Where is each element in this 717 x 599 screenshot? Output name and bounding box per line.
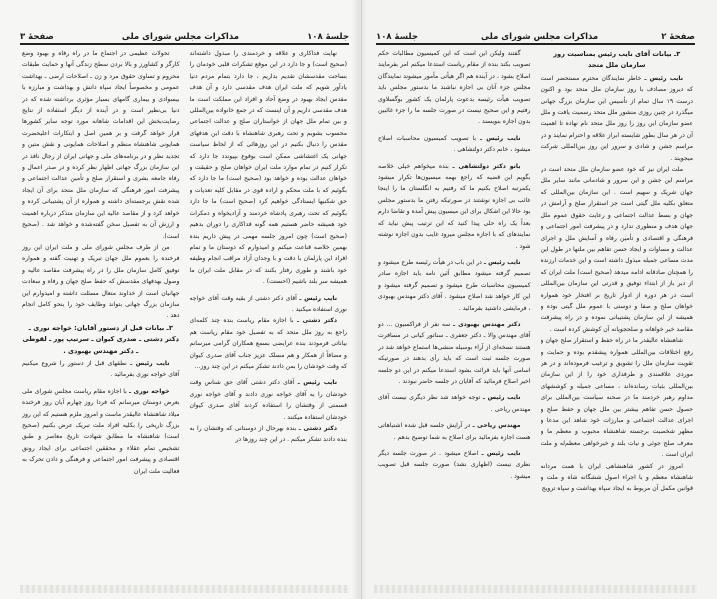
speaker-name: نایب رئیس ـ [481, 450, 521, 457]
text-columns [378, 48, 693, 569]
speaker-paragraph: نایب رئیس ـ توجه خواهد شد نظر دیگری نیست آقای مهندس ریاحی . [378, 394, 531, 413]
column-left [190, 48, 348, 569]
page-header [20, 28, 349, 42]
speaker-paragraph: نایب رئیس ـ آقای دکتر دشتی از بقیه وقت آقای خواجه نوری استفاده میکنید . [189, 294, 347, 313]
speaker-name: نایب رئیس ـ [644, 74, 684, 82]
paragraph: ملت ایران نیز که خود عضو سازمان ملل متحد است در مراسم این جشن و این سرور و شادمانی مانند سایر ملل جهان شریک و سهیم است . این سازمان بین‌المللی که متعلق بکلیه ملل گیتی است جز استقرار صلح و آرامش در جهان و بسط عدالت اجتماعی و رعایت حقوق عموم ملل جهان هدف و منظوری ندارد و در پیشرفت امور اجتماعی و فرهنگی و اقتصادی و تأمین رفاه و آسایش ملل و اجرای عدالت و مساوات و ایجاد حسن تفاهم بین ملتها در طول این مدت مساعی جمیله مبذول داشته است و این خدمات ارزنده را همچنان صادقانه ادامه میدهد (صحیح است) ملت ایران که از دیر باز از ابتداء توفیق و قدرتی این سازمان بین‌المللی است در هر دوره از ادوار تاریخ بر افتخار خود همواره خواهان صلح و صفا و دوستی با عموم ملل گیتی بوده و همیشه از این سازمان پشتیبانی نموده و در راه پیشرفت مقاصد خیر خواهانه و صلحجویانه آن کوشش کرده است . [540, 166, 693, 333]
speaker-paragraph: نایب رئیس ـ در این باب در هیأت رئیسه طرح میشود و تصمیم گرفته میشود مطابق آئین نامه باید اجازه صادر کمیسیون محاسبات طرح میشود و تصمیم گرفته میشود و این کار خواهد شد اصلاح میشود . آقای دکتر مهندس بهبودی ، فرمایشی داشتید بفرمائید . [378, 258, 531, 312]
speaker-name: نایب رئیس ـ [297, 379, 338, 387]
paragraph: گفتند ولیکن این است که این کمیسیون مطالبات حکم تصویب بکند بنده از مقام ریاست استدعا میکنم امر بفرمایند اصلاح بشود ، در آینده هم اگر هیأتی مأمور میشوند نمایندگان مجلس جزء آنان بی اجازه نباشند ما بدستور مجلس باید تصویب هیأت رئیسه بدعوت پارلمان یک کشور بوگسلاوی رفتیم و این صحیح نیست در صورت جلسه ما را جزء غائبین بدون اجازه بنویسند . [378, 50, 531, 126]
header-rule [20, 43, 349, 45]
session-number: جلسهٔ ۱۰۸ [376, 32, 418, 42]
speaker-paragraph: نایب رئیس ـ آقای دکتر دشتی آقای حق شناس وقت خودشان را به آقای خواجه نوری دادند و آقای خواجه نوری قسمتی از وقتشان را استفاده کردند آقای صدری کیوان خودشان استفاده میکنند . [189, 379, 347, 421]
scan-bleed [20, 585, 349, 593]
speaker-name: نایب رئیس ـ [482, 394, 521, 402]
text-columns [22, 48, 347, 569]
speaker-name: خواجه نوری ـ [129, 387, 170, 395]
speaker-name: دکتر دشتی ـ [298, 425, 337, 432]
publication-title: مذاکرات مجلس شورای ملی [121, 32, 239, 42]
column-right [22, 48, 180, 569]
publication-title: مذاکرات مجلس شورای ملی [481, 32, 599, 42]
speaker-name: نایب رئیس ـ [480, 134, 521, 142]
speaker-paragraph: بانو دکتر دولتشاهی ـ بنده میخواهم خیلی خلاصه بگویم این قضیه که راجع بهمه میسیون‌ها تکرار میشود یکمرتبه اصلاح بکنیم ما که رفتیم به انگلستان ما را اینجا غائب بی اجازه نوشتند در صورتیکه رفتن ما بدستور مجلس بود حالا این اشکال برای این میسیون پیش آمده و تقاضا دارم بعداً یک راه حلی پیدا کنید که این ترتیب پیش نیاید که نمایندهای که با اجازه مجلس میرود غایب بدون اجازه نوشته شود . [378, 162, 531, 250]
speaker-paragraph: نایب رئیس ـ اصلاح میشود . در صورت جلسه دیگر نظری نیست (اظهاری نشد) صورت جلسه قبل تصویب میشود . [378, 450, 531, 480]
speaker-name: دکتر مهندس بهبودی ـ [453, 320, 521, 328]
section-heading: ۳ـ بیانات آقای نایب رئیس بمناسبت روز سازمان ملل متحد [553, 50, 681, 70]
speaker-paragraph: نایب رئیس ـ با تصویب کمیسیون محاسبات اصلاح میشود ، خانم دکتر دولتشاهی . [378, 134, 531, 154]
header-rule [376, 43, 695, 45]
paragraph: نهایت فداکاری و علاقه و خردمندی را مبذول داشته‌اند (صحیح است) و جا دارد در این موقع تشکرات قلبی خودمان را بساحت مقدسشان تقدیم بداریم ، جا دارد بتمام مردم دنیا یادآور شویم که ملت ایران هدف مقدسی دارد و آن هدف مقدس ایجاد بهبود در وضع آحاد و افراد این مملکت است ما هدف مقدسی داریم و آن اینست که در جمع خانواده بین‌المللی و بین تمام ملل جهان از خواستاران صلح و عدالت اجتماعی محسوب بشویم و تحت رهبری شاهنشاه با دقت این هدفهای مقدس را دنبال بکنیم در این روزهائی که از لحاظ سیاست جهانی یک اغتشاشی ممکن است بوقوع بپیوندد جا دارد که تکرار کنیم در تمام موارد ملت ایران خواهان صلح و حقیقت و خواهان عدالت بوده و خواهد بود (صحیح است) ما جا دارد که بگوئیم که با ملت محکم و اراده قوی در مقابل کلیه تعدیات و حق شکنیها ایستادگی خواهیم کرد (صحیح است) ما جا دارد بگوئیم که تحت رهبری پادشاه خردمند و آزادیخواه و دمکرات خود همیشه حاضر هستیم همه گونه فداکاری را دوران بدهیم (صحیح است) چون امروز جلسه مهمی در پیش داریم بنده بهمین خلاصه قناعت میکنم و امیدوارم که دوستان ما و تمام افراد این پارلمان با دقت و با وجدان آزاد مراقب انجام وظیفه خود باشند و طوری رفتار بکنند که در مقابل ملت ایران ما همیشه سر بلند باشیم (احسنت) . [189, 50, 347, 286]
speaker-name: بانو دکتر دولتشاهی ـ [452, 162, 521, 170]
speaker-paragraph: دکتر دشتی ـ بنده بهرحال از دوستانی که وقتشان را به بنده دادند تشکر میکنم . در این چند روزها در [189, 425, 347, 444]
session-number: جلسهٔ ۱۰۸ [307, 32, 349, 42]
speaker-name: مهندس ریاحی ـ [472, 422, 521, 430]
speaker-paragraph: نایب رئیس ـ خاطر نمایندگان محترم مستحضر است که دیروز مصادف با روز سازمان ملل متحد بود و اکنون درست ۱۹ سال تمام از تأسیس این سازمان بزرگ جهانی میگذرد در چنین روزی منشور ملل متحد رسمیت یافت و ملل عضو سازمان این روز را روز ملل متحد نام نهاده تا اهمیت آن در هر سال بطور شایسته ابراز علاقه و احترام نمایند و در مراسم جشن و شادی و سرور این روز بین‌المللی شرکت میجویند . [540, 74, 693, 162]
section-heading: ۳ـ بیانات قبل از دستور آقایان: خواجه نوری ـ دکتر دشتی ـ صدری کیوان ـ سرتیپ پور ـ لقوطی ـ دکتر مهندس بهبودی . [22, 323, 180, 355]
speaker-paragraph: دکتر دشتی ـ با اجازه مقام ریاست بنده چند کلمه‌ای راجع به روز ملل متحد که به تفصیل خود مقام ریاست هم بیاناتی فرمودند بنده عرایضی بسمع همکاران گرامی میرسانم و مضافاً از همکار و هم مسلک عزیز جناب آقای صدری کیوان که وقت خودشان را بمن دادند تشکر میکنم در این چند روز... [189, 317, 347, 370]
speaker-paragraph: نایب رئیس ـ نطقهای قبل از دستور را شروع میکنیم آقای خواجه نوری بفرمائید . [22, 359, 180, 379]
book-gutter [352, 0, 366, 599]
speaker-name: نایب رئیس ـ [483, 258, 521, 266]
speaker-paragraph: دکتر مهندس بهبودی ـ سه نفر از فراکسیون ... دو آقای مهندس والا ـ دکتر جعفری ـ سناتور کیانی در مسافرت هستند نسخه‌ای از آراء بوسیله منشی‌ها استماع خواهد شد در صورت جلسه ثبت است که باید رأی بدهند در صورتیکه اسامی آنها باید قرائت بشود استدعا میکنم در این دو جلسه اخیر اصلاح فرمائید که آقایان در جلسه حاضر نبودند . [378, 320, 531, 385]
page-number: صفحهٔ ۲ [661, 32, 695, 42]
column-left [541, 48, 694, 569]
page-header [376, 28, 695, 42]
speaker-paragraph: مهندس ریاحی ـ در آرایش جلسه قبل شده اشتباهاتی هست اجازه بفرمائید برای اصلاح به شما توضیح بدهم . [378, 422, 531, 441]
paragraph: تحولات عظیمی در اجتماع ما در راه رفاه و بهبود وضع کارگر و کشاورز و بالا بردن سطح زندگی آنها و حمایت طبقات محروم و تساوی حقوق مرد و زن ـ اصلاحات ارضی ـ بهداشت عمومی و مخصوصاً ایجاد سپاه دانش و بهداشت و مبارزه با بیسوادی و بیماری گامهای بسیار مؤثری برداشته شده که در دنیا بی‌نظیر است و در آینده از دیگر استفاده از نتایج رضایت‌بخش این اقدامات شاهانه مورد توجه سایر کشورها قرار خواهد گرفت و بر همین اصل و ابتکارات اعلیحضرت همایونی شاهنشاه منظم و اصلاحات همایونی و نقش متین و تجدید نظر و در برنامه‌های ملی و جهانی ایران از رجال نافذ در این سازمان بزرگ جهانی اظهار نظر کرده و در صدر اعمال و رفاه جامعه بشری و استقرار صلح و تأمین عدالت اجتماعی و پیشرفت امور فرهنگی که سازمان ملل متحد برای آن ایجاد شده نقش برجسته‌ای داشته و همواره از آن پشتیبانی کرده و خواهد کرد و از مقاصد عالیه این سازمان متذکر درباره اهمیت و ارزش آن به تفصیل سخن گفته‌شده و خواهد شد . (صحیح است). [22, 50, 180, 240]
paragraph: شاهنشاه عالیقدر ما در راه حفظ و استقرار صلح جهان و رفع اختلافات بین‌المللی همواره پیشقدم بوده و حمایت و تقویت سازمان ملل را تشویق و ترغیب فرموده‌اند و در هر موردی علاقمندی و طرفداری خود را از این سازمان بین‌المللی بثبات رسانده‌اند ، مساعی جمیله و کوششهای مداوم رهبر خردمند ما در صحنه سیاست بین‌المللی برای حصول حسن تفاهم بیشتر بین ملل جهان و حفظ صلح و اجرای عدالت اجتماعی و مبارزات خود شاهد این مدعا و مظهر شخصیت برجسته شاهنشاه محبوب و معظم ما و معرف صلح جوئی و نیات بلند و خیرخواهی معظم‌له و ملت ایران است . [540, 337, 693, 459]
paragraph: امروز در کشور شاهنشاهی ایران با همت مردانه شاهنشاه معظم و با اجراء اصول ششگانه شاه و ملت و قوانین مکمل آن مربوط به ایجاد سپاه بهداشت و سپاه ترویج [540, 462, 693, 493]
paragraph: من از طرف مجلس شورای ملی و ملت ایران این روز فرخنده را بعموم ملل جهان تبریک و تهنیت گفته و همواره توفیق کامل سازمان ملل را در راه پیشرفت مقاصد عالیه و وصول بهدفهای مقدسش که حفظ صلح جهان و رفاه و سعادت جهانیان است از خداوند متعال مسئلت داشته و امیدوارم این سازمان بزرگ جهانی بتواند وظایف خود را بنحو کامل انجام دهد . [22, 243, 180, 320]
page-number: صفحهٔ ۳ [20, 32, 54, 42]
speaker-name: نایب رئیس ـ [130, 359, 170, 367]
page-2 [362, 0, 717, 599]
scan-bleed [374, 585, 697, 593]
speaker-paragraph: خواجه نوری ـ با اجازه مقام ریاست مجلس شورای ملی بعرض دوستان میرسانم که فردا روز چهارم آبان روز فرخنده میلاد شاهنشاه عالیقدر ماست و امروز ملزم هستیم که این روز بزرگ تاریخی را بکلیه افراد ملت تبریک عرض بکنیم (صحیح است) شاهنشاه ما مطابق شهادت تاریخ معاصر و طبق تشخیص تمام عقلاء و محققین اجتماعی برای ایجاد رونق اقتصادی و پیشرفت امور اجتماعی و فرهنگی و دادن تحرک به فعالیت ملت ایران [22, 387, 180, 475]
speaker-name: نایب رئیس ـ [299, 294, 337, 302]
speaker-name: دکتر دشتی ـ [296, 317, 337, 325]
column-right [378, 48, 531, 569]
